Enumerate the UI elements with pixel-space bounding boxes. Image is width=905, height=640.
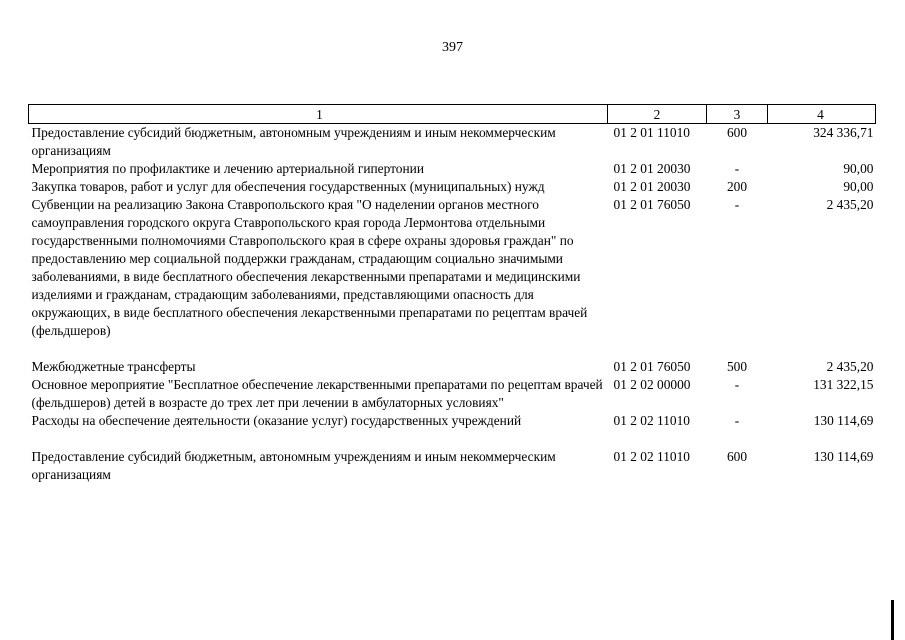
row-code: 01 2 02 11010	[613, 413, 690, 428]
page-number: 397	[442, 40, 463, 55]
spacer-cell	[29, 430, 608, 448]
table-row	[29, 178, 876, 196]
column-header-1: 1	[29, 105, 608, 124]
spacer-cell	[707, 340, 768, 358]
row-name: Предоставление субсидий бюджетным, автономным учреждениям и иным некоммерческим организациям	[31, 449, 556, 482]
spacer-cell	[608, 430, 707, 448]
row-type: 200	[726, 179, 748, 194]
row-code: 01 2 01 76050	[613, 359, 691, 374]
spacer-cell	[29, 340, 608, 358]
table-row	[29, 124, 876, 161]
scan-edge-mark	[891, 600, 894, 640]
spacer-row	[29, 430, 876, 448]
row-code: 01 2 01 76050	[613, 197, 691, 212]
table-row	[29, 160, 876, 178]
table-row	[29, 412, 876, 430]
spacer-cell	[768, 340, 876, 358]
row-type: -	[734, 377, 740, 392]
row-type: 600	[726, 125, 748, 140]
row-code: 01 2 02 11010	[613, 449, 690, 464]
row-name: Предоставление субсидий бюджетным, автономным учреждениям и иным некоммерческим организациям	[31, 125, 556, 158]
spacer-cell	[707, 430, 768, 448]
row-name: Расходы на обеспечение деятельности (оказание услуг) государственных учреждений	[31, 413, 522, 428]
row-code: 01 2 01 20030	[613, 161, 691, 176]
row-type: -	[734, 413, 740, 428]
row-amount: 131 322,15	[813, 377, 874, 392]
row-amount: 130 114,69	[813, 413, 874, 428]
table-header-row	[29, 105, 876, 124]
row-amount: 2 435,20	[826, 359, 874, 374]
row-code: 01 2 02 00000	[613, 377, 691, 392]
row-name: Мероприятия по профилактике и лечению артериальной гипертонии	[31, 161, 424, 176]
row-name: Межбюджетные трансферты	[31, 359, 196, 374]
table-row	[29, 448, 876, 484]
spacer-cell	[768, 430, 876, 448]
spacer-row	[29, 340, 876, 358]
row-amount: 2 435,20	[826, 197, 874, 212]
row-type: -	[734, 197, 740, 212]
row-type: 600	[726, 449, 748, 464]
row-name: Основное мероприятие "Бесплатное обеспечение лекарственными препаратами по рецептам врачей (фельдшеров) детей в возрасте до трех лет при лечении в амбулаторных условиях"	[31, 377, 603, 410]
row-amount: 90,00	[843, 179, 874, 194]
spacer-cell	[608, 340, 707, 358]
table-row	[29, 358, 876, 376]
budget-table	[28, 104, 876, 484]
column-header-2: 2	[608, 105, 707, 124]
row-code: 01 2 01 20030	[613, 179, 691, 194]
column-header-3: 3	[707, 105, 768, 124]
row-code: 01 2 01 11010	[613, 125, 690, 140]
row-amount: 324 336,71	[813, 125, 874, 140]
row-amount: 130 114,69	[813, 449, 874, 464]
row-name: Субвенции на реализацию Закона Ставропольского края "О наделении органов местного самоуправления городского округа Ставропольского края города Лермонтова отдельными государственными полномочиями Ставропольского края в сфере охраны здоровья граждан" по предоставлению мер социальной поддержки гражданам, страдающим социально значимыми заболеваниями, в виде бесплатного обеспечения лекарственными препаратами и медицинскими изделиями и гражданам, страдающим заболеваниями, представляющими опасность для окружающих, в виде бесплатного обеспечения лекарственными препаратами по рецептам врачей (фельдшеров)	[31, 197, 588, 338]
row-type: 500	[726, 359, 748, 374]
table-row	[29, 196, 876, 340]
column-header-4: 4	[768, 105, 876, 124]
table-row	[29, 376, 876, 412]
row-name: Закупка товаров, работ и услуг для обеспечения государственных (муниципальных) нужд	[31, 179, 545, 194]
row-amount: 90,00	[843, 161, 874, 176]
row-type: -	[734, 161, 740, 176]
